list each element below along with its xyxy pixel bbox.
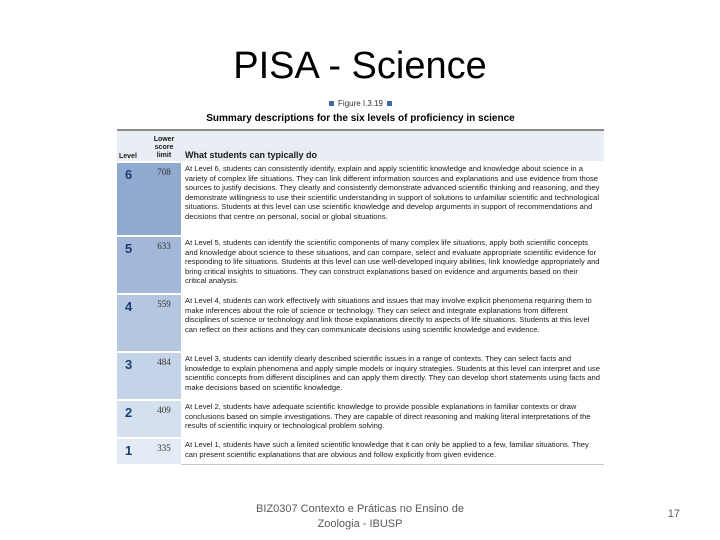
table-row [117,438,604,464]
level-number: 4 [117,294,147,352]
score-header-line: score [154,144,174,151]
lower-score-limit: 335 [147,438,181,464]
slide-footer [240,502,480,532]
footer-institution-line: Zoologia - IBUSP [317,518,403,530]
column-header-level: Level [117,131,147,162]
proficiency-table [117,131,604,465]
figure-title: Summary descriptions for the six levels of proficiency in science [117,111,604,131]
figure-label: Figure I.3.19 [338,99,383,108]
lower-score-limit: 708 [147,162,181,236]
table-row [117,294,604,352]
lower-score-limit: 409 [147,400,181,438]
square-bullet-icon [329,101,334,106]
lower-score-limit: 484 [147,352,181,400]
level-description: At Level 4, students can work effectively with situations and issues that may involve explicit phenomena requiring them to make inferences about the role of science or technology. They can select and integrate explanations from different disciplines of science or technology and link those explanations directly to aspects of life situations. Students at this level can reflect on their actions and they can communicate decisions using scientific knowledge and evidence. [181,294,604,352]
lower-score-limit: 559 [147,294,181,352]
footer-course-line: BIZ0307 Contexto e Práticas no Ensino de [256,503,464,515]
table-row [117,400,604,438]
level-description: At Level 3, students can identify clearly described scientific issues in a range of contexts. They can select facts and knowledge to explain phenomena and apply simple models or inquiry strategies. Students at this level can interpret and use scientific concepts from different disciplines and can apply them directly. They can develop short statements using facts and make decisions based on scientific knowledge. [181,352,604,400]
column-header-score [147,131,181,162]
square-bullet-icon [387,101,392,106]
level-description: At Level 6, students can consistently identify, explain and apply scientific knowledge and knowledge about science in a variety of complex life situations. They can link different information sources and explanations and use evidence from those sources to justify decisions. They clearly and consistently demonstrate advanced scientific thinking and reasoning, and they demonstrate willingness to use their scientific understanding in support of solutions to unfamiliar scientific and technological situations. Students at this level can use scientific knowledge and develop arguments in support of recommendations and decisions that centre on personal, social or global situations. [181,162,604,236]
figure-label-row [117,97,604,111]
slide-title: PISA - Science [233,45,487,87]
table-row [117,236,604,294]
level-number: 1 [117,438,147,464]
level-description: At Level 1, students have such a limited scientific knowledge that it can only be applied to a few, familiar situations. They can present scientific explanations that are obvious and follow explicitly from given evidence. [181,438,604,464]
table-row [117,352,604,400]
level-description: At Level 5, students can identify the scientific components of many complex life situations, apply both scientific concepts and knowledge about science to these situations, and can compare, select and evaluate appropriate scientific evidence for responding to life situations. Students at this level can use well-developed inquiry abilities, link knowledge appropriately and bring critical insights to situations. They can construct explanations based on evidence and arguments based on their critical analysis. [181,236,604,294]
table-header-row [117,131,604,162]
column-header-description: What students can typically do [181,131,604,162]
level-description: At Level 2, students have adequate scientific knowledge to provide possible explanations in familiar contexts or draw conclusions based on simple investigations. They are capable of direct reasoning and making literal interpretations of the results of scientific inquiry or technological problem solving. [181,400,604,438]
score-header-line: limit [156,152,172,159]
level-number: 6 [117,162,147,236]
level-number: 3 [117,352,147,400]
page-number: 17 [667,508,680,520]
lower-score-limit: 633 [147,236,181,294]
table-row [117,162,604,236]
level-number: 5 [117,236,147,294]
score-header-line: Lower [153,136,175,143]
pisa-proficiency-figure [117,97,604,465]
level-number: 2 [117,400,147,438]
